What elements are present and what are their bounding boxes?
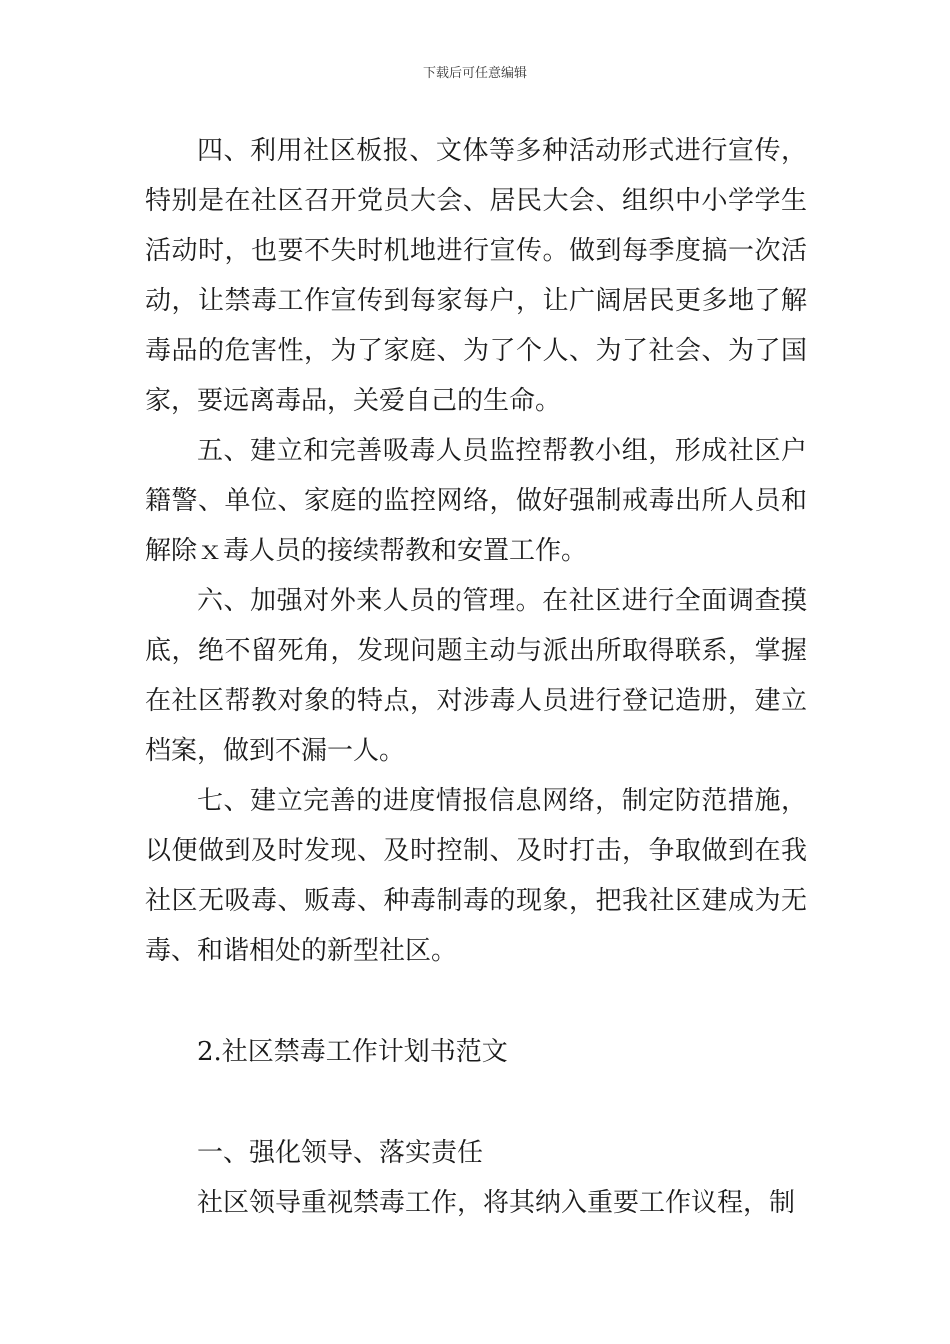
document-body [145, 126, 807, 1228]
paragraph-item-4: 四、利用社区板报、文体等多种活动形式进行宣传，特别是在社区召开党员大会、居民大会、组织中小学学生活动时，也要不失时机地进行宣传。做到每季度搞一次活动，让禁毒工作宣传到每家每户，让广阔居民更多地了解毒品的危害性，为了家庭、为了个人、为了社会、为了国家，要远离毒品，关爱自己的生命。 [145, 136, 807, 416]
section-title: 2.社区禁毒工作计划书范文 [197, 1037, 508, 1067]
paragraph-item-7: 七、建立完善的进度情报信息网络，制定防范措施，以便做到及时发现、及时控制、及时打击，争取做到在我社区无吸毒、贩毒、种毒制毒的现象，把我社区建成为无毒、和谐相处的新型社区。 [145, 786, 807, 966]
paragraph-section-body: 社区领导重视禁毒工作，将其纳入重要工作议程，制 [197, 1188, 796, 1218]
page-header: 下载后可任意编辑 [422, 66, 527, 81]
subsection-title: 一、强化领导、落实责任 [197, 1138, 484, 1168]
paragraph-item-5: 五、建立和完善吸毒人员监控帮教小组，形成社区户籍警、单位、家庭的监控网络，做好强制戒毒出所人员和解除ｘ毒人员的接续帮教和安置工作。 [145, 436, 807, 566]
paragraph-item-6: 六、加强对外来人员的管理。在社区进行全面调查摸底，绝不留死角，发现问题主动与派出所取得联系，掌握在社区帮教对象的特点，对涉毒人员进行登记造册，建立档案，做到不漏一人。 [145, 586, 807, 766]
